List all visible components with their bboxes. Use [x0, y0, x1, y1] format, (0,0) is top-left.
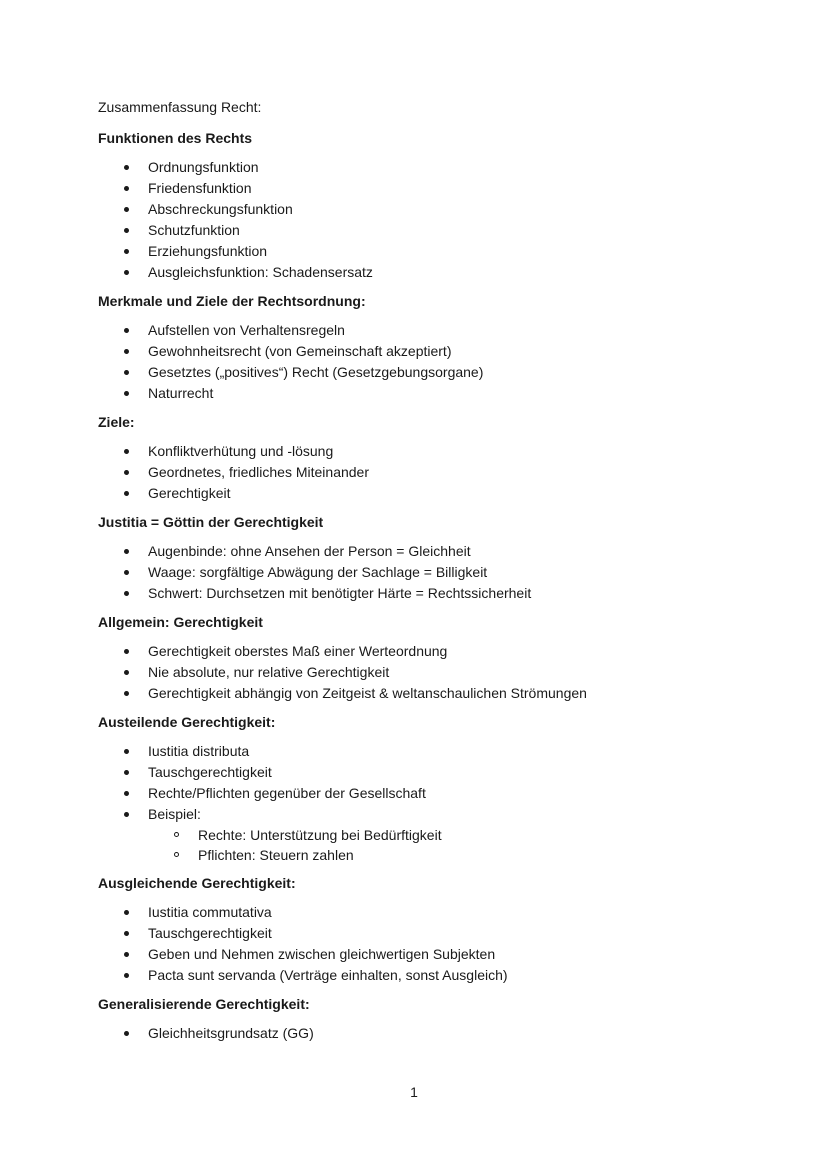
- list-item: Naturrecht: [98, 383, 778, 404]
- bullet-list: [98, 541, 778, 604]
- list-item: Schutzfunktion: [98, 220, 778, 241]
- bullet-list: [98, 441, 778, 504]
- list-item: Iustitia commutativa: [98, 902, 778, 923]
- bullet-list: [98, 902, 778, 986]
- document-title: Zusammenfassung Recht:: [98, 99, 262, 115]
- list-item: Gewohnheitsrecht (von Gemeinschaft akzeptiert): [98, 341, 778, 362]
- list-item: Tauschgerechtigkeit: [98, 762, 778, 783]
- list-item: Ausgleichsfunktion: Schadensersatz: [98, 262, 778, 283]
- list-item: Gesetztes („positives“) Recht (Gesetzgebungsorgane): [98, 362, 778, 383]
- list-item: Gerechtigkeit oberstes Maß einer Werteordnung: [98, 641, 778, 662]
- bullet-list: [98, 1023, 778, 1044]
- list-item: Gleichheitsgrundsatz (GG): [98, 1023, 778, 1044]
- section-heading: Funktionen des Rechts: [98, 130, 253, 146]
- section-heading: Austeilende Gerechtigkeit:: [98, 714, 276, 730]
- bullet-list: [98, 157, 778, 283]
- list-item: Iustitia distributa: [98, 741, 778, 762]
- document-page: [98, 97, 778, 1052]
- list-item: Schwert: Durchsetzen mit benötigter Härte = Rechtssicherheit: [98, 583, 778, 604]
- page-number: 1: [410, 1084, 418, 1100]
- section-heading: Generalisierende Gerechtigkeit:: [98, 996, 310, 1012]
- list-item: Rechte/Pflichten gegenüber der Gesellschaft: [98, 783, 778, 804]
- list-item: Konfliktverhütung und -lösung: [98, 441, 778, 462]
- list-item: Waage: sorgfältige Abwägung der Sachlage = Billigkeit: [98, 562, 778, 583]
- list-item: Aufstellen von Verhaltensregeln: [98, 320, 778, 341]
- list-item: Abschreckungsfunktion: [98, 199, 778, 220]
- list-item: Friedensfunktion: [98, 178, 778, 199]
- bullet-list: [98, 741, 778, 865]
- list-item: Tauschgerechtigkeit: [98, 923, 778, 944]
- section-heading: Justitia = Göttin der Gerechtigkeit: [98, 514, 324, 530]
- sub-list: [148, 825, 778, 865]
- bullet-list: [98, 320, 778, 404]
- sub-list-item: Pflichten: Steuern zahlen: [148, 845, 778, 865]
- section-heading: Ausgleichende Gerechtigkeit:: [98, 875, 296, 891]
- list-item: Gerechtigkeit abhängig von Zeitgeist & weltanschaulichen Strömungen: [98, 683, 778, 704]
- list-item: Geben und Nehmen zwischen gleichwertigen Subjekten: [98, 944, 778, 965]
- bullet-list: [98, 641, 778, 704]
- list-item: Nie absolute, nur relative Gerechtigkeit: [98, 662, 778, 683]
- list-item: [98, 804, 778, 865]
- list-item: Gerechtigkeit: [98, 483, 778, 504]
- list-item: Geordnetes, friedliches Miteinander: [98, 462, 778, 483]
- section-heading: Merkmale und Ziele der Rechtsordnung:: [98, 293, 366, 309]
- section-heading: Allgemein: Gerechtigkeit: [98, 614, 263, 630]
- section-heading: Ziele:: [98, 414, 135, 430]
- sub-list-item: Rechte: Unterstützung bei Bedürftigkeit: [148, 825, 778, 845]
- list-item: Pacta sunt servanda (Verträge einhalten, sonst Ausgleich): [98, 965, 778, 986]
- list-item-label: Beispiel:: [148, 806, 201, 822]
- list-item: Erziehungsfunktion: [98, 241, 778, 262]
- list-item: Ordnungsfunktion: [98, 157, 778, 178]
- list-item: Augenbinde: ohne Ansehen der Person = Gleichheit: [98, 541, 778, 562]
